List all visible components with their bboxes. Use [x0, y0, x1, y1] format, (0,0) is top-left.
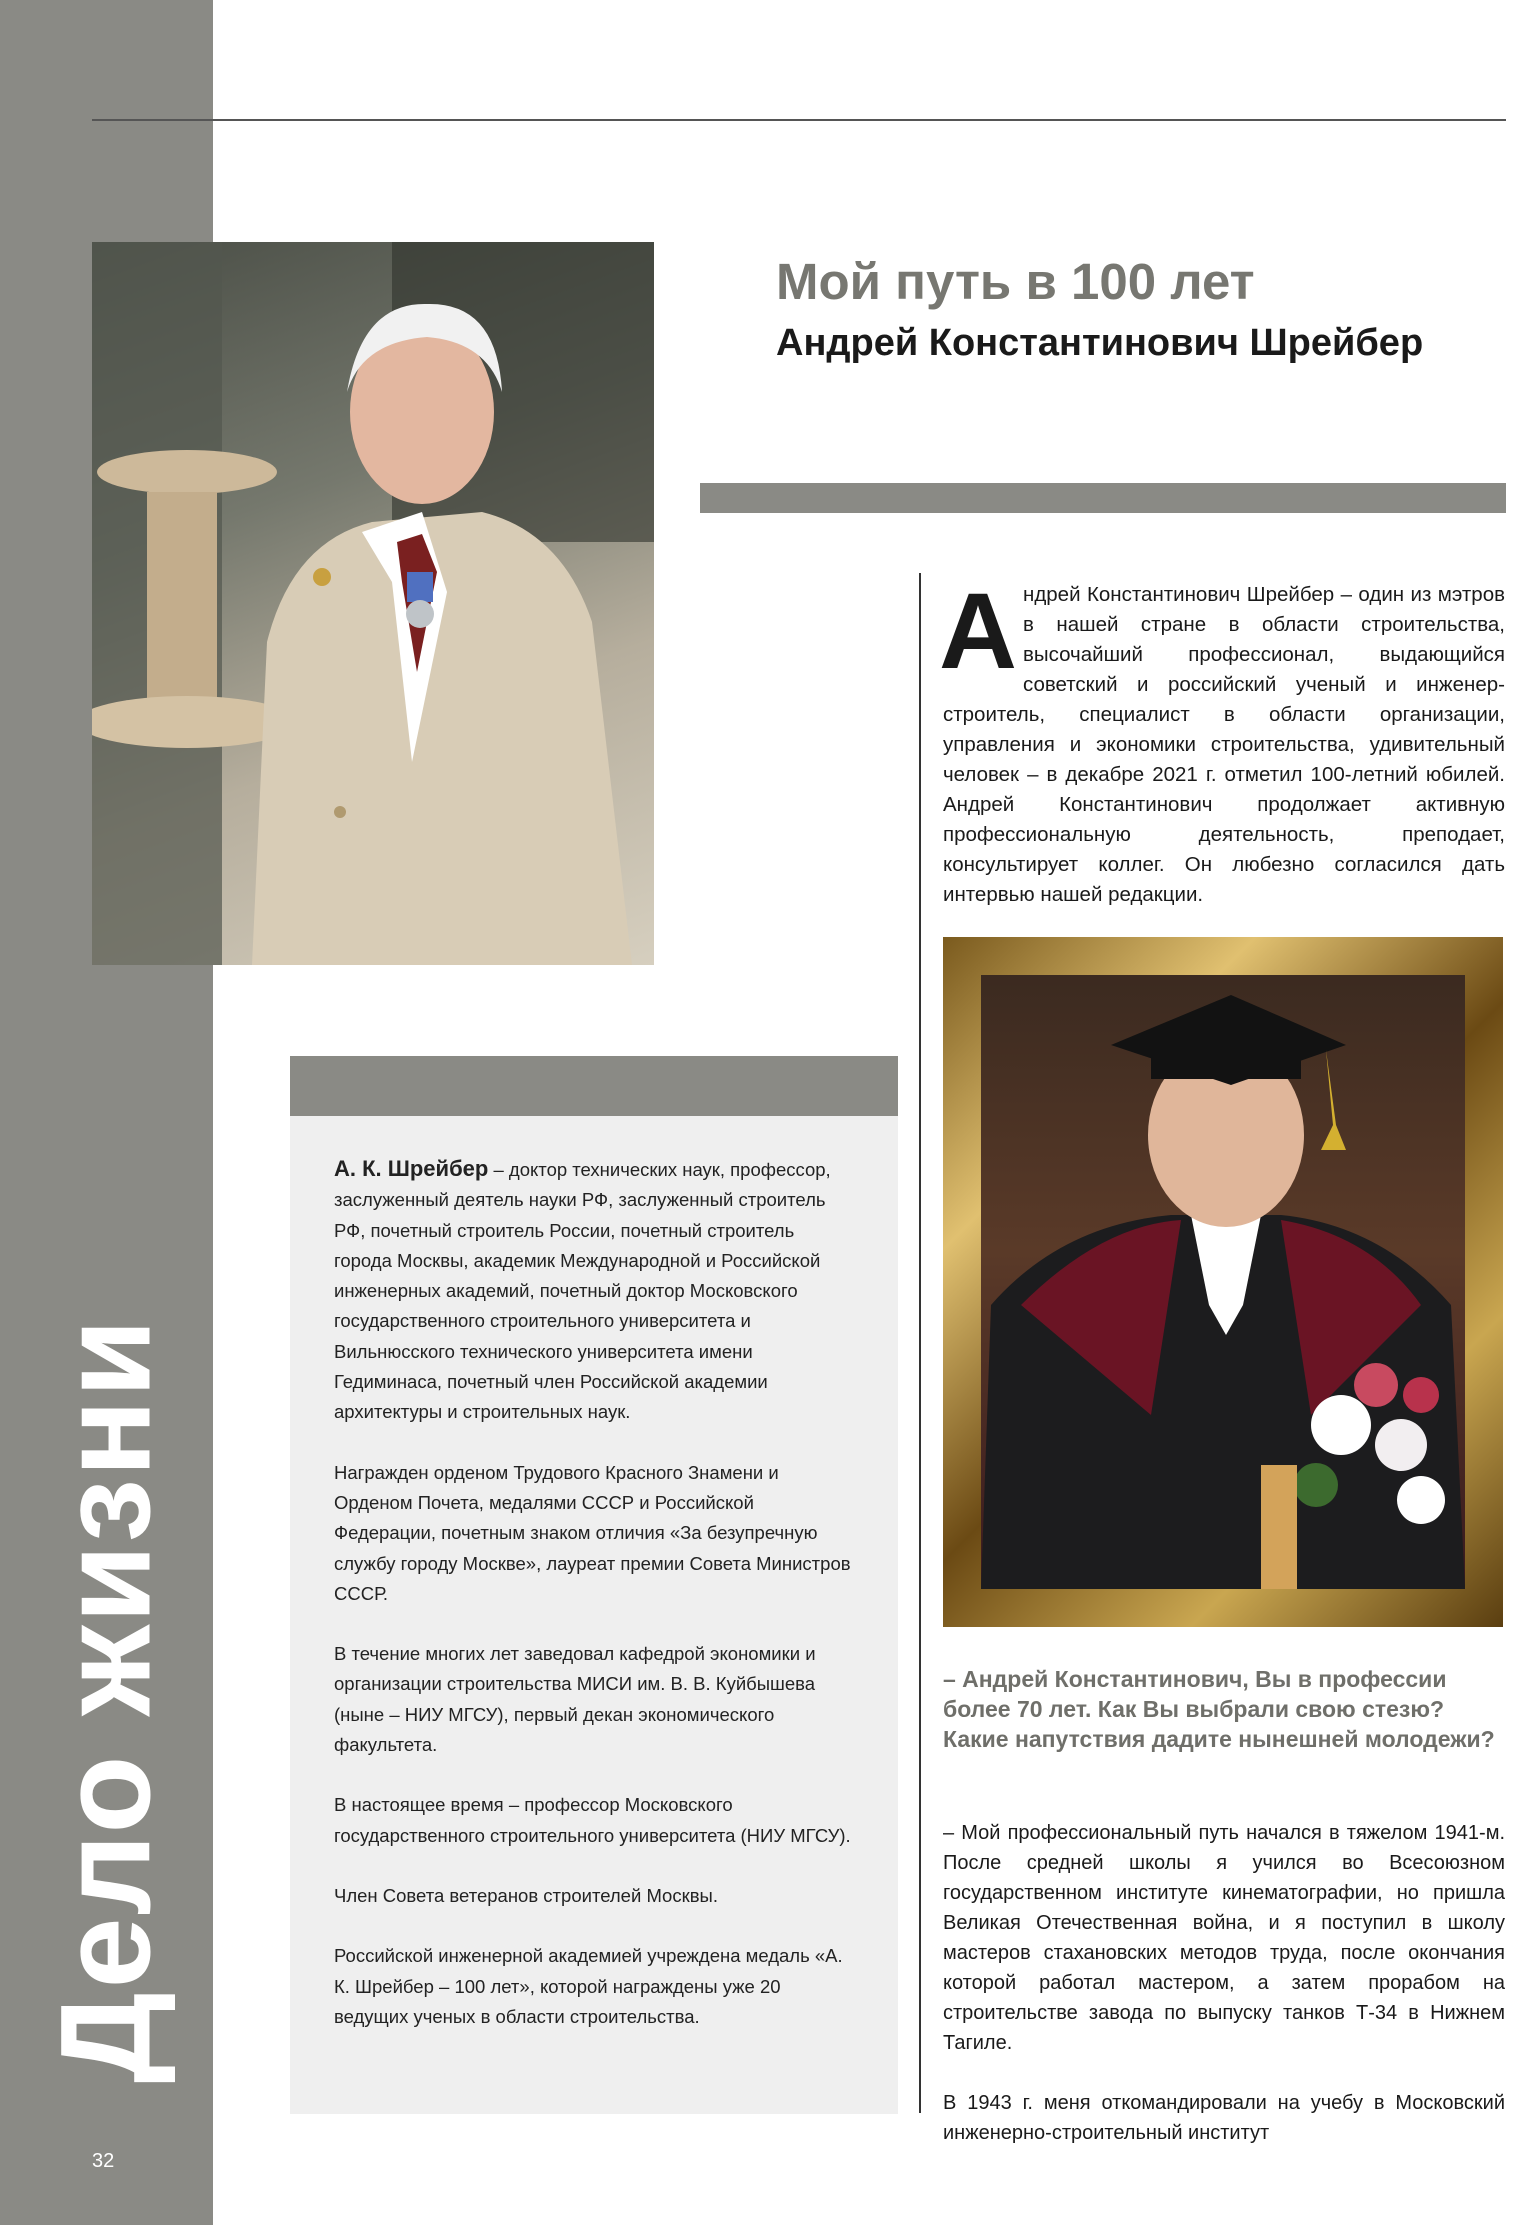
bio-name: А. К. Шрейбер: [334, 1156, 489, 1181]
bio-career: В течение многих лет заведовал кафедрой экономики и организации строительства МИСИ им. В. В. Куйбышева (ныне – НИУ МГСУ), первый декан экономического факультета.: [334, 1643, 816, 1756]
bio-awards: Награжден орденом Трудового Красного Знамени и Орденом Почета, медалями СССР и Российской Федерации, почетным знаком отличия «За безупречную службу городу Москве», лауреат премии Совета Министров СССР.: [334, 1461, 851, 1604]
bio-paragraph: [334, 1154, 854, 1428]
portrait-painting: [943, 937, 1503, 1627]
interview-answer: [943, 1818, 1505, 2178]
article-intro: [939, 570, 1505, 910]
decorative-bar: [700, 483, 1506, 513]
bio-membership: Член Совета ветеранов строителей Москвы.: [334, 1884, 718, 1906]
drop-cap: А: [939, 570, 1017, 691]
answer-paragraph-1: – Мой профессиональный путь начался в тяжелом 1941-м. После средней школы я учился во Всесоюзном государственном институте кинематографии, но пришла Великая Отечественная война, и я поступил в школу мастеров стахановских методов труда, после окончания которой работал мастером, а затем прорабом на строительстве завода по выпуску танков Т-34 в Нижнем Тагиле.: [943, 1822, 1505, 2054]
bio-text: – доктор технических наук, профессор, заслуженный деятель науки РФ, заслуженный строитель РФ, почетный строитель России, почетный строитель города Москвы, академик Международной и Российской инженерных академий, почетный доктор Московского государственного строительного университета и Вильнюсского технического университета имени Гедиминаса, почетный член Российской академии архитектуры и строительных наук.: [334, 1159, 831, 1423]
intro-text: ндрей Константинович Шрейбер – один из мэтров в нашей стране в области строительства, высочайший профессионал, выдающийся советский и российский ученый и инженер-строитель, специалист в области организации, управления и экономики строительства, удивительный человек – в декабре 2021 г. отметил 100-летний юбилей. Андрей Константинович продолжает активную профессиональную деятельность, преподает, консультирует коллег. Он любезно согласился дать интервью нашей редакции.: [943, 583, 1505, 906]
page-number: 32: [92, 2150, 115, 2172]
article-subtitle: Андрей Константинович Шрейбер: [776, 322, 1424, 364]
bio-header-bar: [290, 1056, 898, 1116]
column-divider: [919, 573, 921, 2113]
interview-question: – Андрей Константинович, Вы в профессии более 70 лет. Как Вы выбрали свою стезю? Какие напутствия дадите нынешней молодежи?: [943, 1666, 1495, 1752]
portrait-canvas: [981, 975, 1465, 1589]
bio-sidebar: [290, 1116, 898, 2114]
bio-current: В настоящее время – профессор Московского государственного строительного университета (НИУ МГСУ).: [334, 1794, 851, 1846]
bio-medal: Российской инженерной академией учреждена медаль «А. К. Шрейбер – 100 лет», которой награждены уже 20 ведущих ученых в области строительства.: [334, 1945, 843, 2027]
answer-paragraph-2: В 1943 г. меня откомандировали на учебу в Московский инженерно-строительный институт: [943, 2092, 1505, 2144]
main-photo: [92, 242, 654, 965]
section-title: Дело жизни: [34, 1316, 178, 2084]
top-rule: [92, 119, 1506, 121]
article-title: Мой путь в 100 лет: [776, 253, 1255, 310]
